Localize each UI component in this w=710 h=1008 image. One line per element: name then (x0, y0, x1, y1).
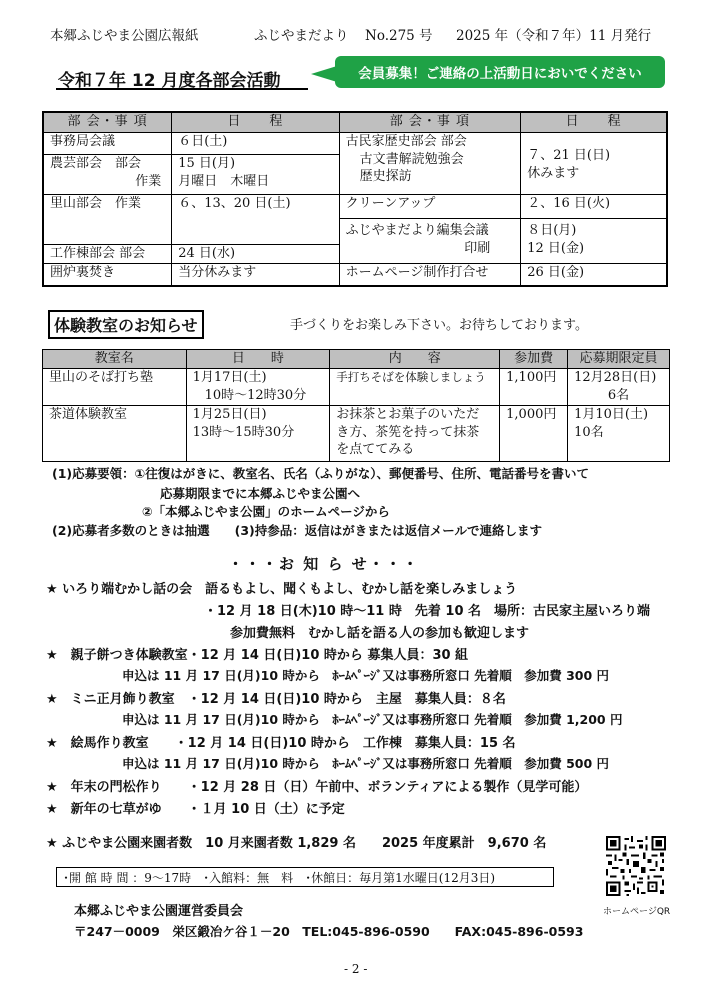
paper-name: ふじやまだより (254, 28, 349, 44)
class-content: 手打ちそばを体験しましょう (330, 369, 500, 406)
table-cell: 囲炉裏焚き (43, 264, 172, 286)
footer-address: 〒247－0009 栄区鍛冶ケ谷１－20 TEL:045-896-0590 FAX:045-896-0593 (74, 924, 584, 939)
footer-org: 本郷ふじやま公園運営委員会 (74, 904, 244, 919)
class-content: お抹茶とお菓子のいただ き方、茶筅を持って抹茶 を点ててみる (330, 406, 500, 462)
col-header: 内 容 (330, 350, 500, 369)
col-header-schedule: 日 程 (172, 112, 339, 133)
class-name: 茶道体験教室 (43, 406, 187, 462)
table-row (43, 369, 670, 406)
class-fee: 1,000円 (500, 406, 568, 462)
org-name: 本郷ふじやま公園広報紙 (50, 28, 199, 44)
qr-label: ホームページQR (603, 907, 671, 917)
class-deadline: 12月28日(日) 6名 (568, 369, 670, 406)
notice-line: ★ ミニ正月飾り教室 ・12 月 14 日(日)10 時から 主屋 募集人員：８名 (46, 692, 506, 707)
class-date: 1月17日(土) 10時～12時30分 (186, 369, 330, 406)
table-cell: ふじやまだより編集会議 印刷 (339, 219, 521, 264)
table-cell: ６日(土) (172, 133, 339, 155)
table-cell: ８日(月) 12 日(金) (521, 219, 667, 264)
banner-arrow (311, 66, 337, 82)
table-cell: ６、13、20 日(土) (172, 195, 339, 245)
class-deadline: 1月10日(土) 10名 (568, 406, 670, 462)
classes-note: 手づくりをお楽しみ下さい。お待ちしております。 (290, 318, 588, 333)
notice-line: 参加費無料 むかし話を語る人の参加も歓迎します (230, 626, 530, 641)
table-cell: 古民家歴史部会 部会 古文書解読勉強会 歴史探訪 (339, 133, 521, 195)
table-cell: 26 日(金) (521, 264, 667, 286)
visitor-count: ★ ふじやま公園来園者数 10 月来園者数 1,829 名 2025 年度累計 9,670 名 (46, 836, 547, 851)
notice-line: 申込は 11 月 17 日(月)10 時から ﾎｰﾑﾍﾟｰｼﾞ又は事務所窓口 先着順 参加費 500 円 (122, 756, 610, 771)
table-cell: 農芸部会 部会 作業 (43, 155, 172, 195)
notice-line: ★ いろり端むかし話の会 語るもよし、聞くもよし、むかし話を楽しみましょう (46, 582, 518, 597)
title-underline (56, 88, 308, 90)
table-cell: ２、16 日(火) (521, 195, 667, 219)
page-number: - 2 - (344, 962, 368, 976)
apply-instructions: 応募期限までに本郷ふじやま公園へ (160, 486, 361, 501)
notice-line: 申込は 11 月 17 日(月)10 時から ﾎｰﾑﾍﾟｰｼﾞ又は事務所窓口 先着順 参加費 300 円 (122, 668, 610, 683)
qr-code-icon[interactable] (606, 836, 666, 896)
class-date: 1月25日(日) 13時～15時30分 (186, 406, 330, 462)
table-cell: 当分休みます (172, 264, 339, 286)
notice-line: ・12 月 18 日(木)10 時～11 時 先着 10 名 場所：古民家主屋いろり端 (204, 604, 651, 619)
opening-hours: ･開 館 時 間 ：9～17時 ･入館料：無 料 ･休館日：毎月第1水曜日(12月3日) (56, 867, 554, 887)
apply-notes: (2)応募者多数のときは抽選 (3)持参品：返信はがきまたは返信メールで連絡します (52, 523, 542, 538)
table-cell: ホームページ制作打合せ (339, 264, 521, 286)
activities-title: 令和７年 12 月度各部会活動 (58, 71, 281, 91)
table-cell: 事務局会議 (43, 133, 172, 155)
table-cell: 15 日(月) 月曜日 木曜日 (172, 155, 339, 195)
col-header: 参加費 (500, 350, 568, 369)
col-header-schedule: 日 程 (521, 112, 667, 133)
col-header: 日 時 (186, 350, 330, 369)
classes-title: 体験教室のお知らせ (48, 310, 204, 339)
table-row (43, 406, 670, 462)
table-cell: ７、21 日(日) 休みます (521, 133, 667, 195)
class-name: 里山のそば打ち塾 (43, 369, 187, 406)
recruit-banner: 会員募集！ご連絡の上活動日においでください (335, 56, 665, 88)
issue-date: 2025 年（令和７年）11 月発行 (456, 28, 652, 44)
notice-line: ★ 年末の門松作り ・12 月 28 日（日）午前中、ボランティアによる製作（見学可能） (46, 780, 588, 795)
apply-instructions: ②「本郷ふじやま公園」のホームページから (142, 504, 390, 519)
notice-line: ★ 絵馬作り教室 ・12 月 14 日(日)10 時から 工作棟 募集人員：15 名 (46, 736, 516, 751)
notice-line: 申込は 11 月 17 日(月)10 時から ﾎｰﾑﾍﾟｰｼﾞ又は事務所窓口 先着順 参加費 1,200 円 (122, 712, 623, 727)
activities-table (42, 111, 668, 287)
col-header-item: 部 会・事 項 (43, 112, 172, 133)
class-fee: 1,100円 (500, 369, 568, 406)
table-cell: 工作棟部会 部会 (43, 245, 172, 264)
notice-line: ★ 親子餅つき体験教室・12 月 14 日(日)10 時から 募集人員：30 組 (46, 648, 469, 663)
notices-title: ・・・お 知 ら せ・・・ (228, 555, 420, 573)
col-header: 教室名 (43, 350, 187, 369)
issue-number: No.275 号 (365, 28, 433, 44)
table-cell: クリーンアップ (339, 195, 521, 219)
apply-instructions: (1)応募要領：①往復はがきに、教室名、氏名（ふりがな）、郵便番号、住所、電話番号を書いて (52, 466, 589, 481)
notice-line: ★ 新年の七草がゆ ・１月 10 日（土）に予定 (46, 802, 345, 817)
classes-table (42, 349, 670, 462)
col-header-item: 部 会・事 項 (339, 112, 521, 133)
table-cell: 里山部会 作業 (43, 195, 172, 245)
col-header: 応募期限定員 (568, 350, 670, 369)
table-cell: 24 日(水) (172, 245, 339, 264)
